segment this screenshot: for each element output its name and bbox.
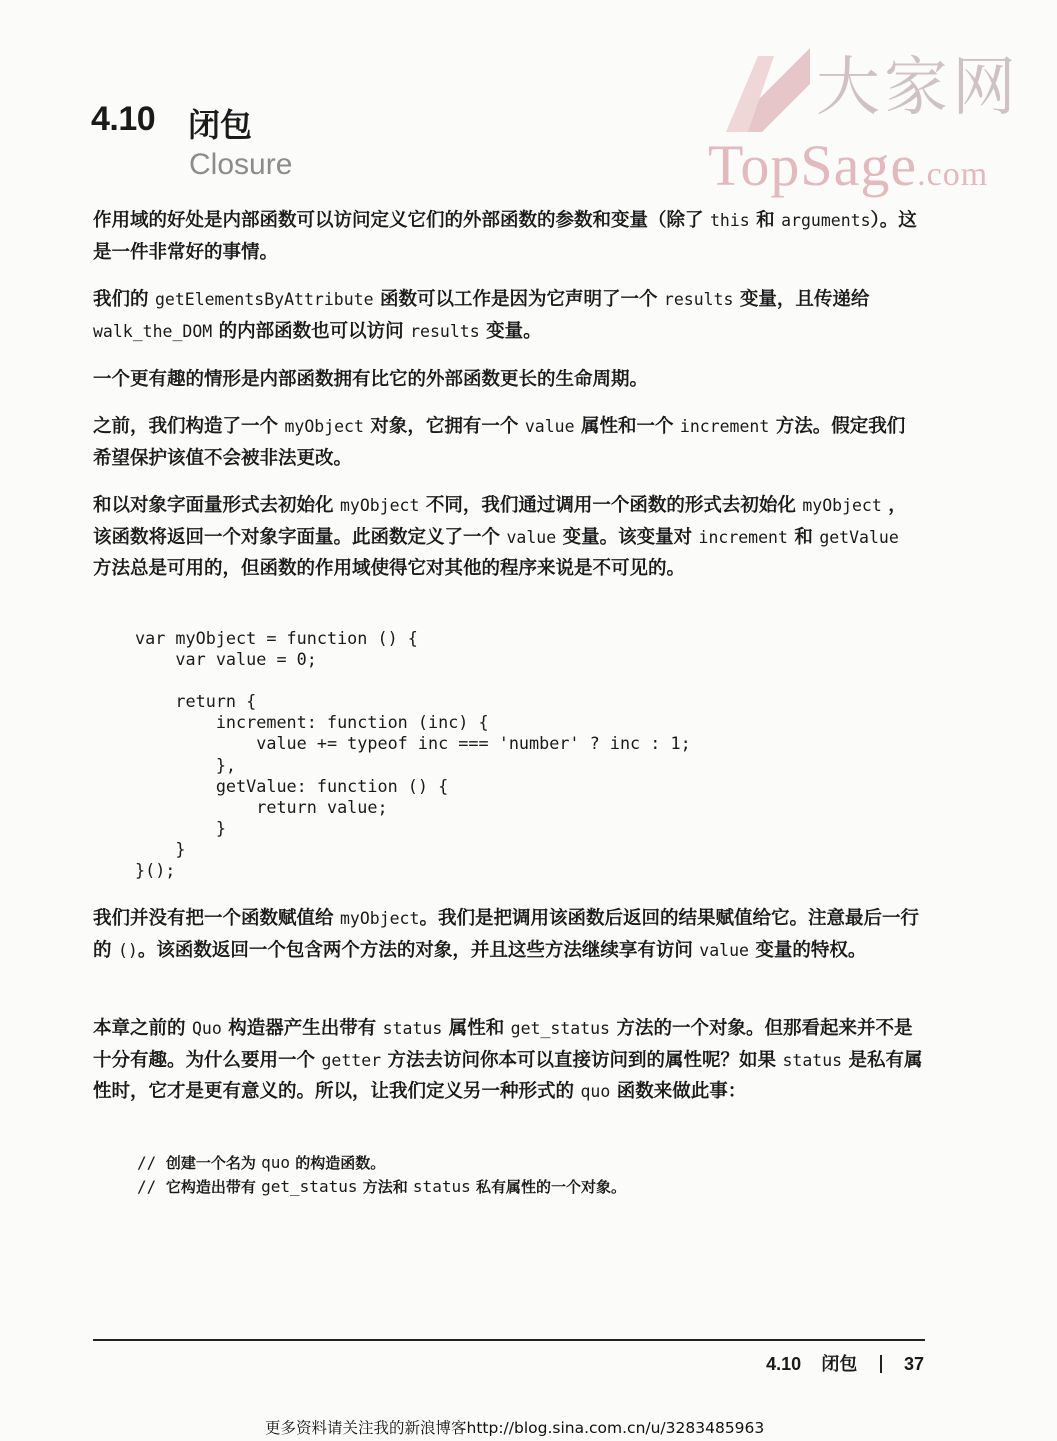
paragraph-text: 是私有属性时，它才是更有意义的。所以，让我们定义另一种形式的 xyxy=(93,1049,923,1102)
code-comment xyxy=(137,1150,385,1176)
paragraph-text: 方法。假定我们希望保护该值不会被非法更改。 xyxy=(93,416,906,469)
code-comment xyxy=(137,1174,626,1200)
inline-code: value xyxy=(524,417,575,436)
paragraph-text: 变量。 xyxy=(479,320,542,342)
inline-code: results xyxy=(663,290,734,309)
inline-code: increment xyxy=(698,527,788,547)
paragraph-text: 方法去访问你本可以直接访问到的属性呢？如果 xyxy=(381,1049,783,1071)
section-title: 闭包 xyxy=(188,106,253,144)
paragraph-text: 属性和 xyxy=(442,1018,511,1039)
paragraph-text: 和以对象字面量形式去初始化 xyxy=(93,495,340,516)
footer-rule xyxy=(93,1339,925,1341)
paragraph-text: 不同，我们通过调用一个函数的形式去初始化 xyxy=(419,495,803,516)
inline-code: quo xyxy=(580,1082,611,1101)
comment-text: 创建一个名为 xyxy=(165,1154,262,1172)
inline-code: status xyxy=(382,1019,443,1038)
paragraph-text: 构造器产生出带有 xyxy=(221,1018,383,1039)
comment-text: 的构造函数。 xyxy=(290,1154,386,1172)
paragraph-text: 和 xyxy=(749,210,782,231)
paragraph xyxy=(93,205,923,268)
inline-code: myObject xyxy=(802,496,882,515)
inline-code: Quo xyxy=(191,1019,222,1038)
paragraph-text: 本章之前的 xyxy=(93,1018,192,1039)
inline-code: () xyxy=(117,940,138,960)
inline-code: this xyxy=(709,211,750,230)
comment-text: 私有属性的一个对象。 xyxy=(470,1178,626,1196)
comment-code: // xyxy=(137,1177,166,1196)
paragraph-text: 我们并没有把一个函数赋值给 xyxy=(93,908,340,929)
comment-code: status xyxy=(412,1177,471,1196)
inline-code: myObject xyxy=(339,496,420,515)
comment-code: quo xyxy=(261,1153,291,1172)
section-subtitle: Closure xyxy=(189,148,293,181)
paragraph-text: 和 xyxy=(787,526,820,548)
paragraph-text: 函数来做此事： xyxy=(610,1081,747,1102)
paragraph xyxy=(93,1013,923,1108)
paragraph-text: 对象，它拥有一个 xyxy=(363,416,525,437)
code-block: var myObject = function () { var value = 0; return { increment: function (inc) { value += typeof inc === 'number' ? inc : 1; }, getValue: function () { return value; } } }(); xyxy=(135,628,691,881)
paragraph-text: 。我们是把调用该函数后返回的结果赋值给它。注意最后一行的 xyxy=(93,908,919,961)
inline-code: get_status xyxy=(510,1019,610,1038)
paragraph-text: 之前，我们构造了一个 xyxy=(93,416,285,437)
paragraph-text: 方法总是可用的，但函数的作用域使得它对其他的程序来说是不可见的。 xyxy=(93,558,686,579)
comment-text: 它构造出带有 xyxy=(165,1178,262,1196)
footer-separator xyxy=(880,1355,882,1373)
paragraph-text: 作用域的好处是内部函数可以访问定义它们的外部函数的参数和变量（除了 xyxy=(93,210,710,231)
inline-code: getValue xyxy=(819,527,899,547)
paragraph xyxy=(93,490,923,585)
inline-code: value xyxy=(506,527,557,547)
paragraph xyxy=(93,364,923,396)
inline-code: myObject xyxy=(339,909,420,928)
paragraph-text: 。该函数返回一个包含两个方法的对象，并且这些方法继续享有访问 xyxy=(137,939,700,961)
paragraph xyxy=(93,903,923,966)
inline-code: getElementsByAttribute xyxy=(154,290,374,309)
paragraph xyxy=(93,284,923,347)
paragraph-text: ，该函数将返回一个对象字面量。此函数定义了一个 xyxy=(93,495,907,548)
paragraph-text: 变量，且传递给 xyxy=(733,289,870,310)
paragraph xyxy=(93,411,923,474)
footer-section: 4.10 xyxy=(766,1354,802,1374)
inline-code: value xyxy=(699,940,749,960)
comment-code: get_status xyxy=(261,1177,358,1196)
paragraph-text: ）。这是一件非常好的事情。 xyxy=(93,210,917,263)
inline-code: results xyxy=(410,321,480,341)
paragraph-text: 方法的一个对象。但那看起来并不是十分有趣。为什么要用一个 xyxy=(93,1018,913,1071)
topsage-logo-icon xyxy=(718,44,814,136)
inline-code: arguments xyxy=(781,211,871,230)
footer-title: 闭包 xyxy=(821,1354,858,1375)
paragraph-text: 我们的 xyxy=(93,289,155,310)
inline-code: myObject xyxy=(284,417,364,436)
paragraph-text: 的内部函数也可以访问 xyxy=(212,320,411,342)
page-footer xyxy=(766,1350,924,1376)
paragraph-text: 函数可以工作是因为它声明了一个 xyxy=(373,289,664,310)
watermark-en: TopSage.com xyxy=(708,133,989,198)
paragraph-text: 属性和一个 xyxy=(574,416,680,437)
inline-code: increment xyxy=(679,417,770,436)
inline-code: status xyxy=(782,1050,843,1070)
inline-code: getter xyxy=(321,1050,382,1070)
section-number: 4.10 xyxy=(91,100,156,138)
page-number: 37 xyxy=(903,1354,924,1374)
watermark-cn: 大家网 xyxy=(816,51,1020,125)
comment-text: 方法和 xyxy=(357,1178,413,1196)
inline-code: walk_the_DOM xyxy=(93,321,213,341)
paragraph-text: 变量。该变量对 xyxy=(556,526,699,548)
blog-note: 更多资料请关注我的新浪博客http://blog.sina.com.cn/u/3283485963 xyxy=(265,1419,765,1437)
paragraph-text: 变量的特权。 xyxy=(748,939,867,961)
comment-code: // xyxy=(137,1153,166,1172)
paragraph-text: 一个更有趣的情形是内部函数拥有比它的外部函数更长的生命周期。 xyxy=(93,369,649,390)
